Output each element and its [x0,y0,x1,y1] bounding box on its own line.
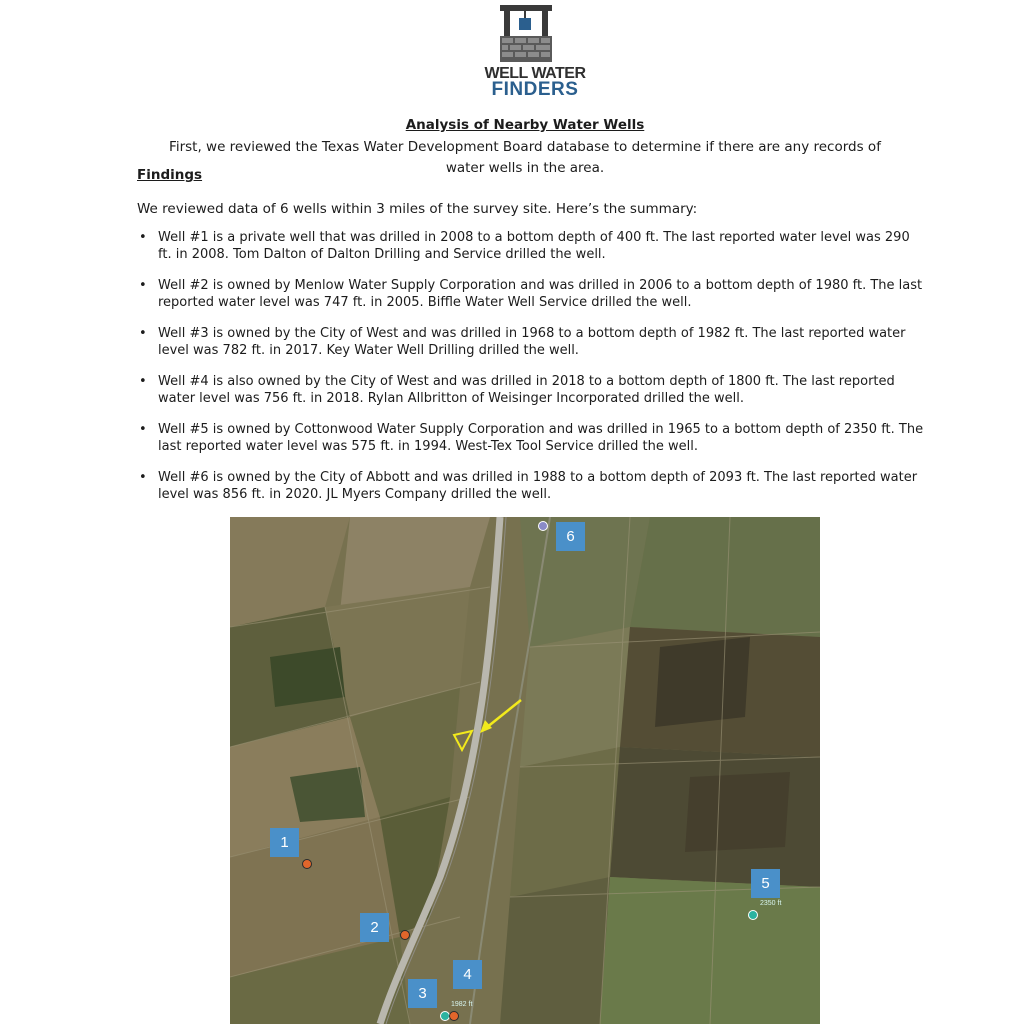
well-3-marker[interactable]: 3 [408,979,437,1008]
list-item [137,277,927,311]
well-3-point [441,1012,450,1021]
logo-wordmark [470,66,600,98]
document-title: Analysis of Nearby Water Wells [405,117,645,133]
well-5-depth-label: 2350 ft [760,900,782,907]
bullet: • [139,278,147,293]
well-logo-icon [470,2,600,68]
bullet: • [139,374,147,389]
well-5-marker[interactable]: 5 [751,869,780,898]
well-5-point [749,911,758,920]
satellite-map [230,517,820,1024]
bullet: • [139,470,147,485]
list-item [137,373,927,407]
company-logo [470,2,600,102]
well-1-description: Well #1 is a private well that was drilled in 2008 to a bottom depth of 400 ft. The last reported water level was 290 ft. in 2008. Tom Dalton of Dalton Drilling and Service drilled the well. [158,230,910,262]
bullet: • [139,422,147,437]
well-2-description: Well #2 is owned by Menlow Water Supply Corporation and was drilled in 2006 to a bottom depth of 1980 ft. The last reported water level was 747 ft. in 2005. Biffle Water Well Service drilled the well. [158,278,923,310]
bullet: • [139,326,147,341]
well-6-point [539,522,548,531]
well-list [137,229,927,517]
well-4-marker[interactable]: 4 [453,960,482,989]
well-1-marker[interactable]: 1 [270,828,299,857]
list-item [137,469,927,503]
well-4-point [450,1012,459,1021]
intro-paragraph: First, we reviewed the Texas Water Development Board database to determine if there are any records of water wells in the area. [169,139,881,176]
well-1-point [303,860,312,869]
logo-line-2: FINDERS [491,79,579,100]
well-4-description: Well #4 is also owned by the City of West and was drilled in 2018 to a bottom depth of 1800 ft. The last reported water level was 756 ft. in 2018. Rylan Allbritton of Weisinger Incorporated drilled the well. [158,374,895,406]
map-imagery [230,517,820,1024]
well-3-description: Well #3 is owned by the City of West and was drilled in 1968 to a bottom depth of 1982 ft. The last reported water level was 782 ft. in 2017. Key Water Well Drilling drilled the well. [158,326,906,358]
list-item [137,229,927,263]
well-2-marker[interactable]: 2 [360,913,389,942]
well-3-depth-label: 1982 ft [451,1001,473,1008]
list-item [137,421,927,455]
logo-line-1: WELL WATER [484,65,586,82]
well-2-point [401,931,410,940]
list-item [137,325,927,359]
summary-sentence: We reviewed data of 6 wells within 3 miles of the survey site. Here’s the summary: [137,201,698,217]
findings-heading: Findings [137,167,203,183]
well-5-description: Well #5 is owned by Cottonwood Water Supply Corporation and was drilled in 1965 to a bottom depth of 2350 ft. The last reported water level was 575 ft. in 1994. West-Tex Tool Service drilled the well. [158,422,924,454]
bullet: • [139,230,147,245]
well-6-description: Well #6 is owned by the City of Abbott and was drilled in 1988 to a bottom depth of 2093 ft. The last reported water level was 856 ft. in 2020. JL Myers Company drilled the well. [158,470,918,502]
well-6-marker[interactable]: 6 [556,522,585,551]
